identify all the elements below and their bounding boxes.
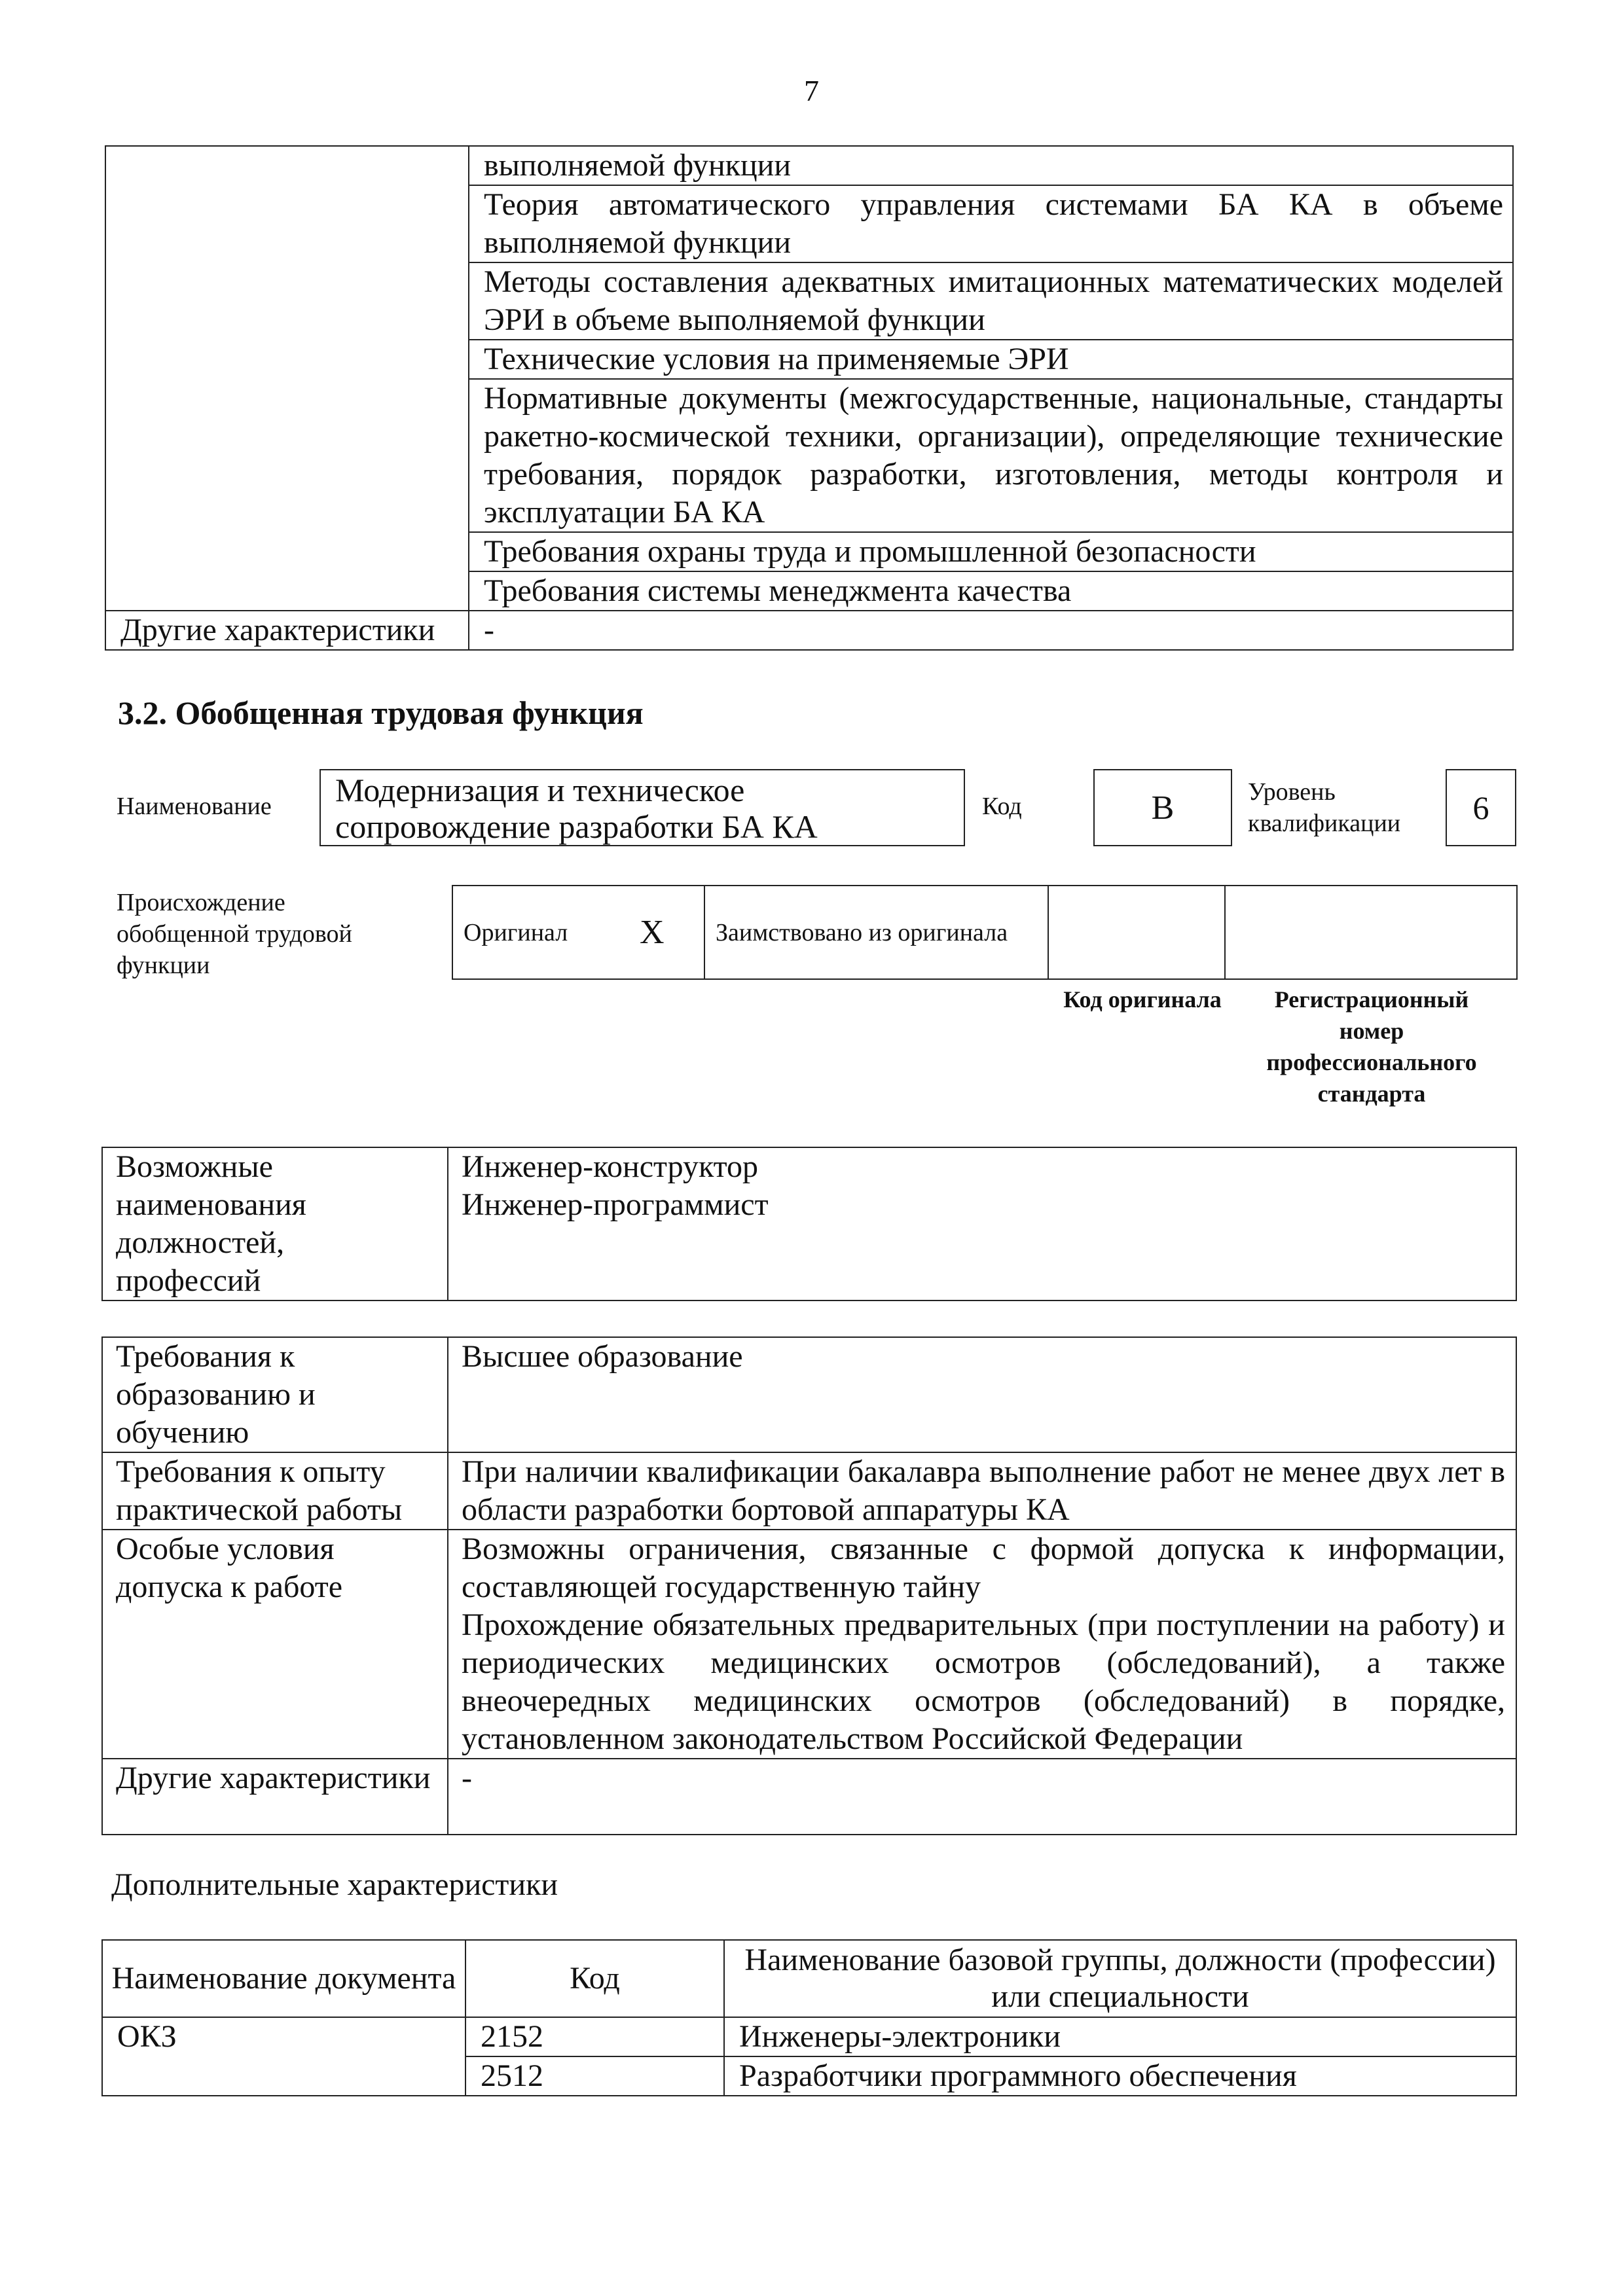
code-label: Код: [982, 793, 1022, 820]
position-title: Инженер-конструктор: [462, 1149, 758, 1184]
level-box: 6: [1446, 769, 1516, 846]
name-label: Наименование: [117, 793, 272, 820]
admission-label: Особые условия допуска к работе: [102, 1530, 448, 1759]
additional-table: [101, 1939, 1517, 2096]
origin-table: [452, 885, 1518, 980]
knowledge-item: Методы составления адекватных имитационных математических моделей ЭРИ в объеме выполняемой функции: [469, 262, 1513, 340]
level-label: Уровень квалификации: [1248, 778, 1401, 837]
code-box: B: [1093, 769, 1232, 846]
experience-value: При наличии квалификации бакалавра выполнение работ не менее двух лет в области разработки бортовой аппаратуры КА: [448, 1452, 1516, 1530]
header-group-name: Наименование базовой группы, должности (профессии) или специальности: [724, 1940, 1516, 2017]
registration-number-cell: [1225, 886, 1517, 979]
caption-original-code: Код оригинала: [1063, 986, 1222, 1013]
function-name-box: Модернизация и техническое сопровождение разработки БА КА: [319, 769, 965, 846]
okz-group: Разработчики программного обеспечения: [724, 2056, 1516, 2096]
caption-registration-number: Регистрационный номер профессионального стандарта: [1266, 986, 1477, 1107]
knowledge-item: выполняемой функции: [469, 146, 1513, 185]
education-value: Высшее образование: [448, 1337, 1516, 1452]
knowledge-item: Требования охраны труда и промышленной безопасности: [469, 532, 1513, 571]
admission-value: [448, 1530, 1516, 1759]
knowledge-item: Теория автоматического управления системами БА КА в объеме выполняемой функции: [469, 185, 1513, 262]
knowledge-table: [105, 145, 1514, 651]
document-name: ОКЗ: [102, 2017, 465, 2096]
original-mark: X: [629, 886, 704, 979]
origin-label: Происхождение обобщенной трудовой функции: [117, 889, 352, 979]
original-label: Оригинал: [452, 886, 629, 979]
okz-code: 2152: [465, 2017, 724, 2056]
other-value: -: [448, 1759, 1516, 1835]
knowledge-item: Нормативные документы (межгосударственные, национальные, стандарты ракетно-космической техники, организации), определяющие технические требования, порядок разработки, изготовления, методы контроля и эксплуатации БА КА: [469, 379, 1513, 532]
okz-group: Инженеры-электроники: [724, 2017, 1516, 2056]
knowledge-item: Технические условия на применяемые ЭРИ: [469, 340, 1513, 379]
positions-table: [101, 1147, 1517, 1301]
positions-label: Возможные наименования должностей, профессий: [102, 1147, 448, 1300]
position-title: Инженер-программист: [462, 1187, 769, 1222]
other-characteristics-label: Другие характеристики: [105, 611, 469, 650]
knowledge-item: Требования системы менеджмента качества: [469, 571, 1513, 611]
borrowed-label: Заимствовано из оригинала: [704, 886, 1048, 979]
other-characteristics-value: -: [469, 611, 1513, 650]
header-document: Наименование документа: [102, 1940, 465, 2017]
experience-label: Требования к опыту практической работы: [102, 1452, 448, 1530]
admission-paragraph: Прохождение обязательных предварительных (при поступлении на работу) и периодических медицинских осмотров (обследований), а также внеочередных медицинских осмотров (обследований) в порядке, установленном законодательством Российской Федерации: [462, 1607, 1505, 1756]
page-number: 7: [804, 74, 819, 107]
knowledge-label-cell: [105, 146, 469, 611]
section-title: 3.2. Обобщенная трудовая функция: [118, 694, 644, 731]
original-code-cell: [1048, 886, 1225, 979]
requirements-table: [101, 1336, 1517, 1835]
additional-title: Дополнительные характеристики: [111, 1867, 558, 1902]
other-label: Другие характеристики: [102, 1759, 448, 1835]
education-label: Требования к образованию и обучению: [102, 1337, 448, 1452]
admission-paragraph: Возможны ограничения, связанные с формой допуска к информации, составляющей государственную тайну: [462, 1532, 1505, 1604]
positions-values: [448, 1147, 1516, 1300]
okz-code: 2512: [465, 2056, 724, 2096]
header-code: Код: [465, 1940, 724, 2017]
